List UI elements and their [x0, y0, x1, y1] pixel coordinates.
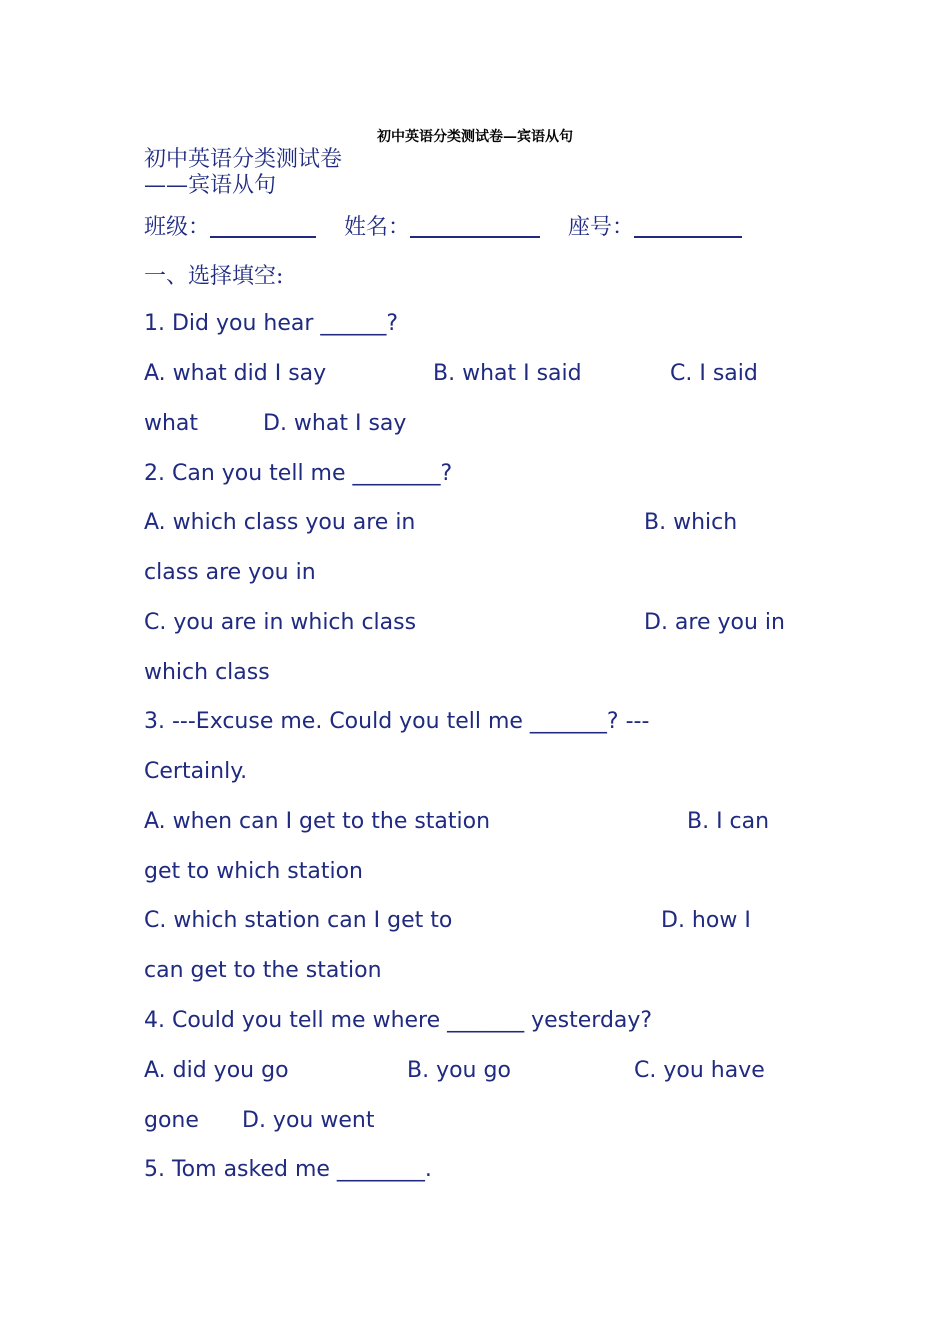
student-info-row: [144, 210, 742, 241]
seat-blank[interactable]: [634, 212, 742, 238]
page-header: 初中英语分类测试卷—宾语从句: [377, 129, 573, 145]
q3-stem-cont: Certainly.: [144, 759, 248, 784]
q4-option-d: D. you went: [242, 1108, 375, 1133]
q3-option-a: A. when can I get to the station: [144, 809, 491, 834]
q2-stem: 2. Can you tell me ________?: [144, 461, 453, 486]
q3-option-d-cont: can get to the station: [144, 958, 382, 983]
q4-option-c-cont: gone: [144, 1108, 199, 1133]
q1-option-d: D. what I say: [263, 411, 407, 436]
q1-stem: 1. Did you hear ______?: [144, 311, 399, 336]
title-line-1: 初中英语分类测试卷: [144, 147, 343, 172]
q2-option-d-cont: which class: [144, 660, 270, 685]
q3-option-d: D. how I: [661, 908, 751, 933]
q3-option-b-cont: get to which station: [144, 859, 363, 884]
q3-option-c: C. which station can I get to: [144, 908, 453, 933]
name-blank[interactable]: [410, 212, 540, 238]
title-line-2: ——宾语从句: [144, 173, 277, 198]
q4-option-a: A. did you go: [144, 1058, 289, 1083]
class-blank[interactable]: [210, 212, 316, 238]
q3-stem: 3. ---Excuse me. Could you tell me _______? ---: [144, 709, 650, 734]
seat-label: 座号：: [568, 215, 635, 240]
q2-option-b: B. which: [644, 510, 738, 535]
class-label: 班级：: [144, 215, 211, 240]
q2-option-a: A. which class you are in: [144, 510, 416, 535]
q1-option-c: C. I said: [670, 361, 758, 386]
document-title: [144, 147, 342, 199]
name-label: 姓名：: [344, 215, 411, 240]
section-title: 一、选择填空:: [144, 264, 284, 289]
q4-option-b: B. you go: [407, 1058, 511, 1083]
q2-option-b-cont: class are you in: [144, 560, 316, 585]
q1-option-b: B. what I said: [433, 361, 582, 386]
q2-option-c: C. you are in which class: [144, 610, 417, 635]
q5-stem: 5. Tom asked me ________.: [144, 1157, 432, 1182]
q3-option-b: B. I can: [687, 809, 770, 834]
q1-option-a: A. what did I say: [144, 361, 327, 386]
q2-option-d: D. are you in: [644, 610, 785, 635]
q4-stem: 4. Could you tell me where _______ yesterday?: [144, 1008, 653, 1033]
q4-option-c: C. you have: [634, 1058, 765, 1083]
q1-option-c-cont: what: [144, 411, 199, 436]
